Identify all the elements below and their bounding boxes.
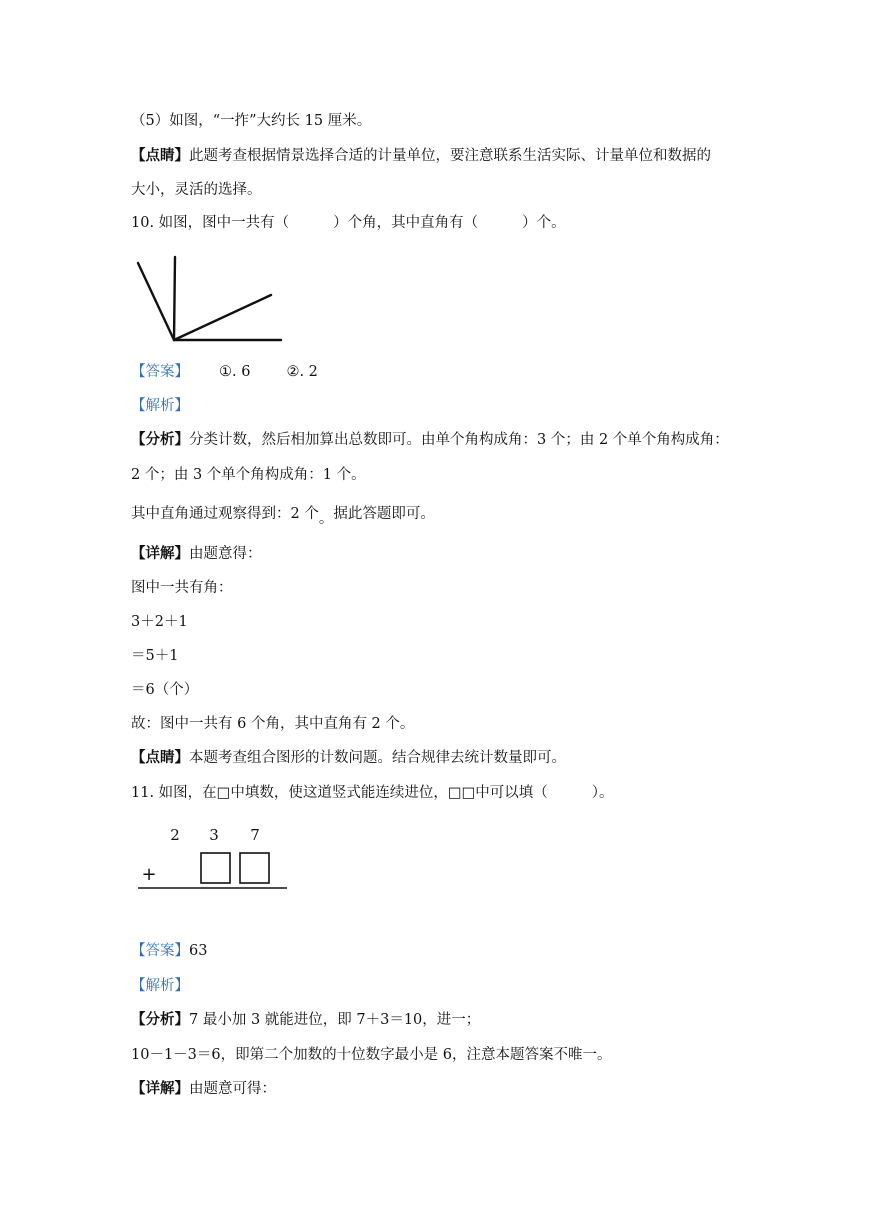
xiangjie-text: 由题意得： bbox=[189, 546, 262, 562]
fenxi-text: 分类计数，然后相加算出总数即可。由单个角构成角：3 个；由 2 个单个角构成角： bbox=[189, 432, 729, 448]
fenxi-mark: 。 bbox=[318, 511, 334, 527]
dianjing-text: 此题考查根据情景选择合适的计量单位，要注意联系生活实际、计量单位和数据的 bbox=[189, 148, 711, 164]
q10-fenxi-cont bbox=[131, 465, 366, 485]
addend-digit-tens: 3 bbox=[209, 826, 219, 844]
fenxi-text: 7 最小加 3 就能进位，即 7＋3＝10，进一； bbox=[189, 1012, 481, 1028]
answer-label: 【答案】 bbox=[131, 364, 189, 380]
q10-stem-part-c: ）个。 bbox=[522, 215, 566, 231]
q10-conclusion bbox=[131, 714, 414, 734]
fenxi-label: 【分析】 bbox=[131, 431, 189, 448]
answer-value: 63 bbox=[189, 943, 208, 959]
fenxi-text-cont2: 其中直角通过观察得到：2 个 bbox=[131, 506, 319, 522]
q9-dianjing-cont bbox=[131, 180, 262, 200]
xiangjie-label: 【详解】 bbox=[131, 1080, 189, 1097]
fenxi-label: 【分析】 bbox=[131, 1011, 189, 1028]
addend-digit-hundreds: 2 bbox=[170, 826, 180, 844]
q10-calc-1 bbox=[131, 612, 188, 632]
q10-calc-intro bbox=[131, 578, 233, 598]
xiangjie-label: 【详解】 bbox=[131, 545, 189, 562]
calc-step-2: ＝5＋1 bbox=[131, 648, 179, 664]
angle-ray-vertical bbox=[174, 257, 175, 340]
q11-stem bbox=[131, 783, 614, 803]
dianjing-text: 本题考查组合图形的计数问题。结合规律去统计数量即可。 bbox=[189, 750, 566, 766]
q10-fenxi-cont2 bbox=[131, 504, 435, 527]
angle-ray-diagonal bbox=[174, 295, 271, 340]
q9-item5-text: （5）如图，“一拃”大约长 15 厘米。 bbox=[131, 113, 372, 129]
q11-jiexi bbox=[131, 976, 189, 996]
q10-calc-2 bbox=[131, 646, 178, 666]
fenxi-text-cont: 10－1－3＝6，即第二个加数的十位数字最小是 6，注意本题答案不唯一。 bbox=[131, 1047, 612, 1063]
q10-fenxi bbox=[131, 430, 729, 450]
q10-stem-part-b: ）个角，其中直角有（ bbox=[333, 215, 479, 231]
q11-stem-part-a: 11. 如图，在□中填数，使这道竖式能连续进位，□□中可以填（ bbox=[131, 785, 548, 801]
jiexi-label: 【解析】 bbox=[131, 398, 189, 414]
q10-angle-figure bbox=[130, 250, 290, 350]
q9-dianjing bbox=[131, 146, 711, 166]
calc-intro: 图中一共有角： bbox=[131, 580, 233, 596]
dianjing-label: 【点睛】 bbox=[131, 147, 189, 164]
fenxi-text-end: 据此答题即可。 bbox=[333, 506, 435, 522]
q10-answer bbox=[131, 362, 318, 382]
q10-dianjing bbox=[131, 748, 566, 768]
calc-step-3: ＝6（个） bbox=[131, 682, 199, 698]
q10-stem-part-a: 10. 如图，图中一共有（ bbox=[131, 215, 290, 231]
answer-value-1: ①. 6 bbox=[219, 364, 251, 380]
q10-jiexi bbox=[131, 396, 189, 416]
answer-label: 【答案】 bbox=[131, 943, 189, 959]
q11-answer bbox=[131, 941, 207, 961]
xiangjie-text: 由题意可得： bbox=[189, 1081, 276, 1097]
q11-vertical-addition-figure bbox=[130, 818, 300, 898]
plus-sign: + bbox=[141, 864, 157, 885]
q10-xiangjie bbox=[131, 544, 262, 564]
jiexi-label: 【解析】 bbox=[131, 978, 189, 994]
q10-calc-3 bbox=[131, 680, 198, 700]
fenxi-text-cont: 2 个；由 3 个单个角构成角：1 个。 bbox=[131, 467, 366, 483]
blank-box-tens bbox=[201, 853, 230, 883]
blank-box-ones bbox=[240, 853, 269, 883]
conclusion-text: 故：图中一共有 6 个角，其中直角有 2 个。 bbox=[131, 716, 415, 732]
q10-stem bbox=[131, 213, 566, 233]
q11-fenxi bbox=[131, 1010, 480, 1030]
addend-digit-ones: 7 bbox=[250, 826, 260, 844]
q11-xiangjie bbox=[131, 1079, 276, 1099]
q11-fenxi-cont bbox=[131, 1045, 611, 1065]
calc-step-1: 3＋2＋1 bbox=[131, 614, 188, 630]
answer-value-2: ②. 2 bbox=[286, 364, 318, 380]
dianjing-text-cont: 大小，灵活的选择。 bbox=[131, 182, 262, 198]
angle-ray-left bbox=[138, 263, 174, 340]
dianjing-label: 【点睛】 bbox=[131, 749, 189, 766]
q11-stem-part-b: ）。 bbox=[591, 785, 614, 801]
q9-item5 bbox=[131, 111, 371, 131]
